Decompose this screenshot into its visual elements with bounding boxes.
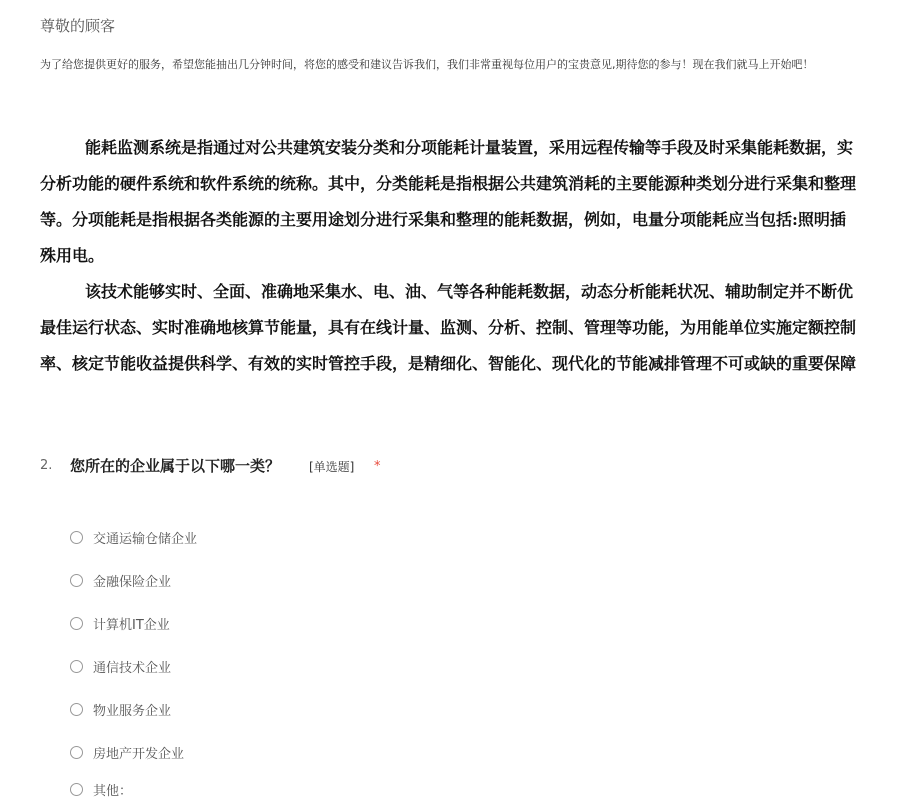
question-number: 2.: [40, 458, 53, 473]
required-marker: *: [374, 459, 381, 474]
option-telecom-tech[interactable]: [70, 655, 171, 677]
radio-button[interactable]: [70, 660, 83, 673]
option-other[interactable]: [70, 778, 132, 800]
radio-button[interactable]: [70, 783, 83, 796]
description-line: 能耗监测系统是指通过对公共建筑安装分类和分项能耗计量装置，采用远程传输等手段及时采集能耗数据，实: [85, 138, 854, 157]
option-label: 物业服务企业: [93, 703, 172, 719]
option-label: 计算机IT企业: [93, 617, 170, 633]
option-label: 交通运输仓储企业: [93, 531, 198, 547]
option-finance-insurance[interactable]: [70, 569, 171, 591]
radio-button[interactable]: [70, 574, 83, 587]
option-transport-warehousing[interactable]: [70, 526, 197, 548]
description-line: 分析功能的硬件系统和软件系统的统称。其中，分类能耗是指根据公共建筑消耗的主要能源种类划分进行采集和整理: [40, 174, 857, 193]
option-label: 通信技术企业: [93, 660, 172, 676]
description-line: 该技术能够实时、全面、准确地采集水、电、油、气等各种能耗数据，动态分析能耗状况、辅助制定并不断优: [85, 282, 854, 301]
option-label: 其他：: [93, 783, 133, 799]
question-type-label: [单选题]: [309, 460, 355, 474]
radio-button[interactable]: [70, 531, 83, 544]
radio-button[interactable]: [70, 617, 83, 630]
survey-intro-text: 为了给您提供更好的服务，希望您能抽出几分钟时间，将您的感受和建议告诉我们，我们非常重视每位用户的宝贵意见,期待您的参与！现在我们就马上开始吧！: [40, 58, 814, 71]
option-label: 房地产开发企业: [93, 746, 185, 762]
description-line: 率、核定节能收益提供科学、有效的实时管控手段，是精细化、智能化、现代化的节能减排管理不可或缺的重要保障: [40, 354, 857, 373]
description-line: 殊用电。: [40, 246, 105, 265]
option-label: 金融保险企业: [93, 574, 172, 590]
greeting-text: 尊敬的顾客: [40, 17, 116, 35]
radio-button[interactable]: [70, 703, 83, 716]
question-title: 您所在的企业属于以下哪一类？: [70, 457, 281, 475]
option-property-services[interactable]: [70, 698, 171, 720]
description-line: 等。分项能耗是指根据各类能源的主要用途划分进行采集和整理的能耗数据，例如，电量分项能耗应当包括:照明插: [40, 210, 846, 229]
radio-button[interactable]: [70, 746, 83, 759]
description-block: [40, 130, 900, 382]
option-real-estate[interactable]: [70, 741, 184, 763]
option-computer-it[interactable]: [70, 612, 170, 634]
description-line: 最佳运行状态、实时准确地核算节能量，具有在线计量、监测、分析、控制、管理等功能，为用能单位实施定额控制: [40, 318, 857, 337]
